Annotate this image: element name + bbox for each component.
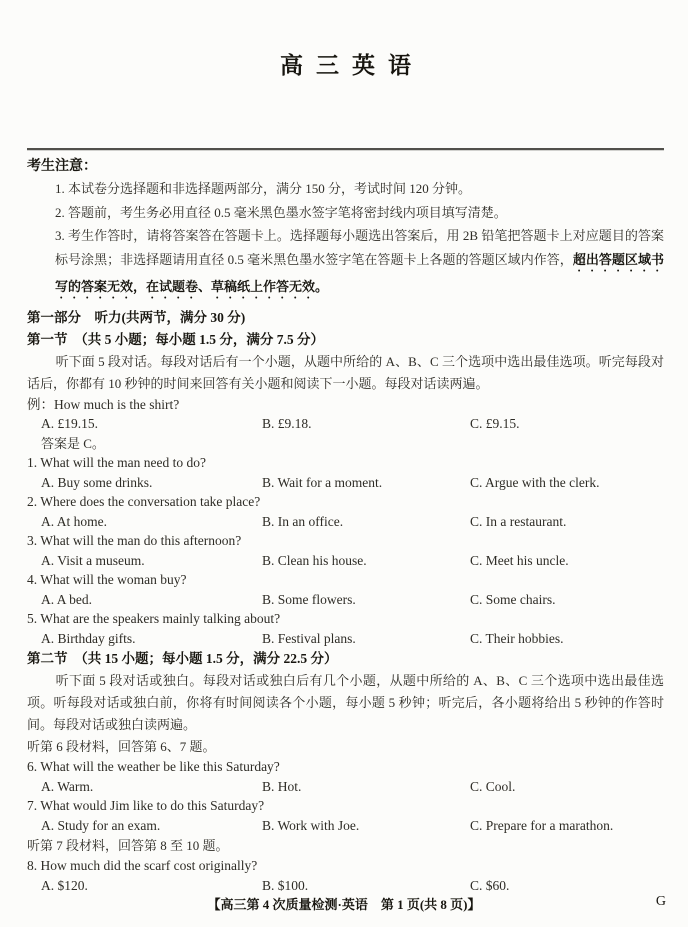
question-6 xyxy=(27,757,664,796)
example-question-text: 例：How much is the shirt? xyxy=(27,396,180,412)
option-a: A. Birthday gifts. xyxy=(41,630,136,646)
footer-caption: 【高三第 4 次质量检测·英语 第 1 页(共 8 页)】 xyxy=(207,897,481,912)
notice-item-3 xyxy=(55,224,664,302)
example-question xyxy=(27,395,664,454)
question-options xyxy=(27,473,664,493)
option-b: B. $100. xyxy=(262,877,309,893)
notice-item-3-text: 3. 考生作答时，请将答案答在答题卡上。选择题每小题选出答案后，用 2B 铅笔把答题卡上对应题目的答案标号涂黑；非选择题请用直径 0.5 毫米黑色墨水签字笔在答题卡上各题的答题区域内作答， xyxy=(55,228,664,267)
option-c: C. Their hobbies. xyxy=(470,630,564,646)
question-3 xyxy=(27,531,664,570)
option-a: A. Study for an exam. xyxy=(41,817,161,833)
notice-heading: 考生注意： xyxy=(27,159,97,174)
option-c: C. Some chairs. xyxy=(470,591,556,607)
section1-heading: 第一节 （共 5 小题；每小题 1.5 分，满分 7.5 分） xyxy=(27,331,324,347)
question-text: 6. What will the weather be like this Saturday? xyxy=(27,759,280,774)
question-text: 2. Where does the conversation take place? xyxy=(27,494,261,509)
question-text: 4. What will the woman buy? xyxy=(27,572,187,587)
notice-item-1: 1. 本试卷分选择题和非选择题两部分，满分 150 分，考试时间 120 分钟。 xyxy=(55,181,472,196)
option-a: A. Warm. xyxy=(41,778,94,794)
part1-heading: 第一部分 听力(共两节，满分 30 分) xyxy=(27,309,246,325)
question-1 xyxy=(27,453,664,492)
question-text: 7. What would Jim like to do this Saturday? xyxy=(27,798,265,813)
question-2 xyxy=(27,492,664,531)
option-c: C. Prepare for a marathon. xyxy=(470,817,614,833)
question-text: 1. What will the man need to do? xyxy=(27,455,206,470)
notice-section xyxy=(27,156,664,302)
header-divider xyxy=(27,148,664,150)
option-b: B. In an office. xyxy=(262,513,344,529)
option-b: B. Hot. xyxy=(262,778,302,794)
question-5 xyxy=(27,609,664,648)
option-a: A. Buy some drinks. xyxy=(41,474,153,490)
option-a: A. $120. xyxy=(41,877,88,893)
question-options xyxy=(27,590,664,610)
option-c: C. £9.15. xyxy=(470,416,520,431)
option-c: C. In a restaurant. xyxy=(470,513,567,529)
option-c: C. Meet his uncle. xyxy=(470,552,569,568)
option-a: A. At home. xyxy=(41,513,107,529)
option-b: B. Festival plans. xyxy=(262,630,356,646)
question-options xyxy=(27,551,664,571)
option-b: B. Wait for a moment. xyxy=(262,474,383,490)
option-b: B. Work with Joe. xyxy=(262,817,360,833)
question-options xyxy=(27,512,664,532)
option-b: B. Clean his house. xyxy=(262,552,367,568)
question-4 xyxy=(27,570,664,609)
notice-item-2: 2. 答题前，考生务必用直径 0.5 毫米黑色墨水签字笔将密封线内项目填写清楚。 xyxy=(55,204,507,220)
option-b: B. Some flowers. xyxy=(262,591,356,607)
option-c: C. Argue with the clerk. xyxy=(470,474,600,490)
section2-instructions: 听下面 5 段对话或独白。每段对话或独白后有几个小题，从题中所给的 A、B、C 三个选项中选出最佳选项。听每段对话或独白前，你将有时间阅读各个小题，每小题 5 秒钟；听完后，各小题将给出 5 秒钟的作答时间。每段对话或独白读两遍。 xyxy=(27,673,664,732)
option-c: C. Cool. xyxy=(470,778,516,794)
question-text: 8. How much did the scarf cost originally? xyxy=(27,858,258,873)
question-options xyxy=(27,816,664,836)
option-a: A. A bed. xyxy=(41,591,93,607)
question-options xyxy=(27,876,664,896)
notice-item-3-emphasis: 超出答题区域书写的答案无效，在试题卷、草稿纸上作答无效。 xyxy=(55,251,664,294)
example-answer: 答案是 C。 xyxy=(41,435,105,451)
option-a: A. Visit a museum. xyxy=(41,552,145,568)
section2-heading: 第二节 （共 15 小题；每小题 1.5 分，满分 22.5 分） xyxy=(27,651,338,666)
example-options xyxy=(27,414,664,434)
question-text: 3. What will the man do this afternoon? xyxy=(27,533,242,548)
option-c: C. $60. xyxy=(470,877,510,893)
question-8 xyxy=(27,856,664,895)
material-7-label: 听第 7 段材料，回答第 8 至 10 题。 xyxy=(27,838,229,853)
question-text: 5. What are the speakers mainly talking about? xyxy=(27,611,281,626)
material-6-label: 听第 6 段材料，回答第 6、7 题。 xyxy=(27,739,216,754)
question-options xyxy=(27,777,664,797)
page-footer xyxy=(0,894,688,913)
section1-instructions: 听下面 5 段对话。每段对话后有一个小题，从题中所给的 A、B、C 三个选项中选出最佳选项。听完每段对话后，你都有 10 秒钟的时间来回答有关小题和阅读下一小题。每段对话读两遍。 xyxy=(27,353,664,391)
option-a: A. £19.15. xyxy=(41,416,98,431)
page-title: 高三英语 xyxy=(280,53,424,78)
question-options xyxy=(27,629,664,649)
question-7 xyxy=(27,796,664,835)
footer-page-code: G xyxy=(655,894,666,909)
option-b: B. £9.18. xyxy=(262,416,312,431)
